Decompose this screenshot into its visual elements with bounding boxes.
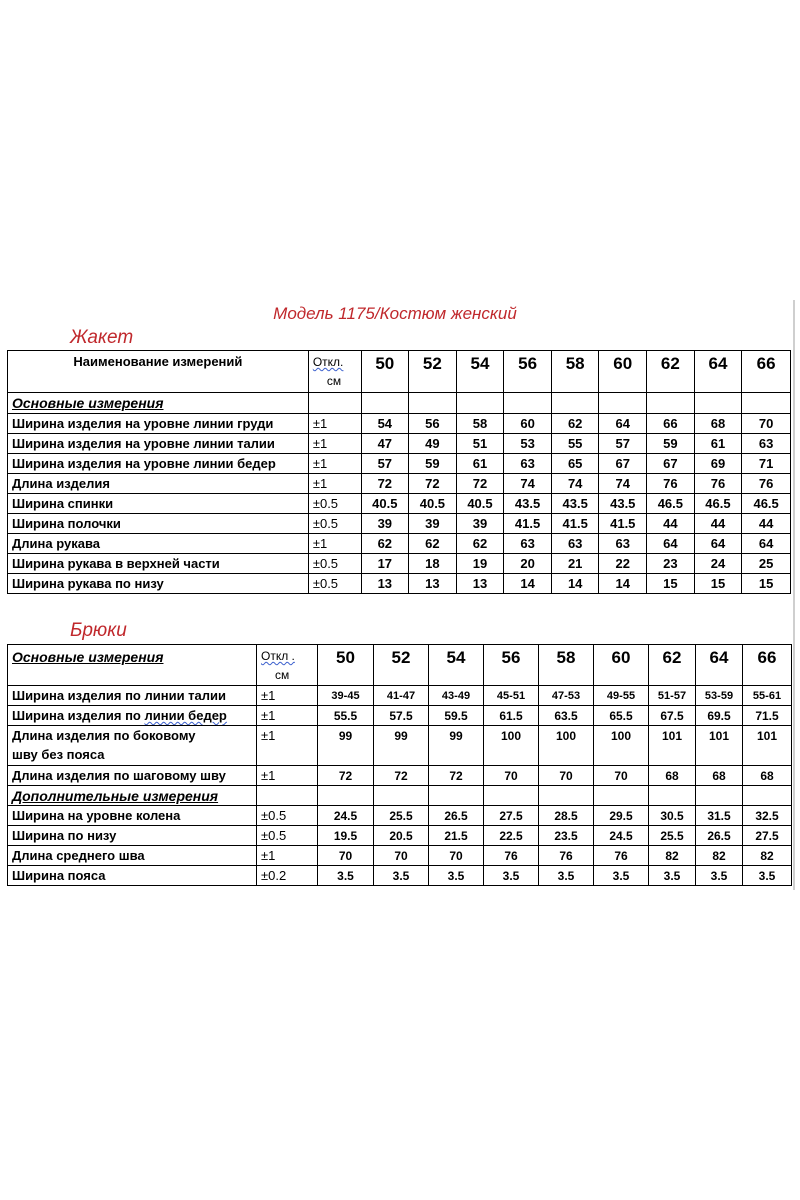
size-header: 66 <box>743 645 792 686</box>
row-value: 41.5 <box>599 514 647 534</box>
row-value: 59 <box>409 454 457 474</box>
row-tolerance: ±1 <box>308 474 361 494</box>
row-name: Ширина изделия по линии бедер <box>8 706 257 726</box>
row-name: Длина изделия <box>8 474 309 494</box>
row-value: 45-51 <box>484 686 539 706</box>
row-value: 64 <box>742 534 791 554</box>
row-value: 51-57 <box>649 686 696 706</box>
trousers-row-waist <box>8 686 792 706</box>
row-value: 43-49 <box>429 686 484 706</box>
row-value: 32.5 <box>743 806 792 826</box>
row-value: 68 <box>694 414 742 434</box>
table-row <box>8 414 791 434</box>
row-value: 82 <box>649 846 696 866</box>
row-value: 47 <box>361 434 409 454</box>
row-value: 70 <box>318 846 374 866</box>
row-tolerance: ±1 <box>257 846 318 866</box>
row-value: 64 <box>599 414 647 434</box>
row-value: 24.5 <box>318 806 374 826</box>
row-name: Ширина рукава по низу <box>8 574 309 594</box>
row-name: Ширина изделия на уровне линии груди <box>8 414 309 434</box>
size-header: 56 <box>484 645 539 686</box>
row-tolerance: ±1 <box>308 414 361 434</box>
row-value: 72 <box>318 766 374 786</box>
row-name: Ширина пояса <box>8 866 257 886</box>
row-value: 21 <box>551 554 599 574</box>
section-main-measurements: Основные измерения <box>8 393 309 414</box>
row-value: 100 <box>594 726 649 766</box>
row-value: 58 <box>456 414 504 434</box>
row-value: 63.5 <box>539 706 594 726</box>
row-value: 74 <box>504 474 552 494</box>
row-value: 26.5 <box>696 826 743 846</box>
row-value: 13 <box>361 574 409 594</box>
row-value: 46.5 <box>742 494 791 514</box>
row-value: 55-61 <box>743 686 792 706</box>
row-value: 67 <box>647 454 695 474</box>
row-tolerance: ±0.5 <box>308 574 361 594</box>
size-header: 60 <box>594 645 649 686</box>
row-value: 62 <box>361 534 409 554</box>
row-value: 3.5 <box>743 866 792 886</box>
row-value: 65.5 <box>594 706 649 726</box>
row-value: 74 <box>551 474 599 494</box>
table-row <box>8 494 791 514</box>
row-value: 101 <box>743 726 792 766</box>
row-value: 76 <box>539 846 594 866</box>
row-value: 55.5 <box>318 706 374 726</box>
trousers-section-label: Брюки <box>70 620 127 641</box>
row-tolerance: ±0.5 <box>257 826 318 846</box>
row-value: 3.5 <box>594 866 649 886</box>
row-value: 31.5 <box>696 806 743 826</box>
row-value: 76 <box>484 846 539 866</box>
size-header: 58 <box>539 645 594 686</box>
size-header: 52 <box>409 351 457 393</box>
row-value: 53 <box>504 434 552 454</box>
row-value: 3.5 <box>484 866 539 886</box>
row-value: 44 <box>694 514 742 534</box>
row-value: 70 <box>539 766 594 786</box>
row-tolerance: ±1 <box>257 766 318 786</box>
size-header: 64 <box>694 351 742 393</box>
section-extra-measurements: Дополнительные измерения <box>8 786 257 806</box>
row-value: 99 <box>374 726 429 766</box>
row-value: 22.5 <box>484 826 539 846</box>
row-value: 3.5 <box>539 866 594 886</box>
size-header: 66 <box>742 351 791 393</box>
row-value: 41-47 <box>374 686 429 706</box>
row-value: 55 <box>551 434 599 454</box>
page-title: Модель 1175/Костюм женский <box>273 304 517 323</box>
row-value: 43.5 <box>504 494 552 514</box>
row-value: 39 <box>456 514 504 534</box>
jacket-section-row <box>8 393 791 414</box>
row-value: 62 <box>409 534 457 554</box>
row-value: 29.5 <box>594 806 649 826</box>
row-name: Длина рукава <box>8 534 309 554</box>
row-value: 25.5 <box>649 826 696 846</box>
row-value: 67 <box>599 454 647 474</box>
row-tolerance: ±0.5 <box>308 554 361 574</box>
size-header: 50 <box>318 645 374 686</box>
size-header: 62 <box>647 351 695 393</box>
row-value: 101 <box>696 726 743 766</box>
jacket-header-row <box>8 351 791 393</box>
row-name: Ширина изделия на уровне линии бедер <box>8 454 309 474</box>
row-value: 46.5 <box>694 494 742 514</box>
row-name: Длина среднего шва <box>8 846 257 866</box>
row-value: 21.5 <box>429 826 484 846</box>
row-value: 3.5 <box>696 866 743 886</box>
row-value: 71.5 <box>743 706 792 726</box>
row-value: 53-59 <box>696 686 743 706</box>
row-value: 61 <box>694 434 742 454</box>
row-value: 47-53 <box>539 686 594 706</box>
row-value: 61 <box>456 454 504 474</box>
row-value: 70 <box>374 846 429 866</box>
row-value: 15 <box>694 574 742 594</box>
row-value: 100 <box>539 726 594 766</box>
row-value: 41.5 <box>504 514 552 534</box>
header-measurement-name: Наименование измерений <box>8 351 309 393</box>
row-value: 76 <box>742 474 791 494</box>
row-value: 14 <box>551 574 599 594</box>
size-header: 54 <box>456 351 504 393</box>
row-value: 63 <box>504 454 552 474</box>
trousers-extra-section-row <box>8 786 792 806</box>
row-name: Ширина по низу <box>8 826 257 846</box>
row-value: 72 <box>409 474 457 494</box>
trousers-row-side-seam <box>8 726 792 766</box>
row-name: Ширина на уровне колена <box>8 806 257 826</box>
row-value: 40.5 <box>361 494 409 514</box>
row-value: 14 <box>599 574 647 594</box>
table-row <box>8 454 791 474</box>
trousers-table <box>7 644 792 886</box>
row-value: 57 <box>361 454 409 474</box>
row-value: 99 <box>318 726 374 766</box>
trousers-header-row <box>8 645 792 686</box>
jacket-section-label: Жакет <box>70 327 134 348</box>
row-value: 3.5 <box>429 866 484 886</box>
row-value: 41.5 <box>551 514 599 534</box>
row-value: 23.5 <box>539 826 594 846</box>
row-tolerance: ±1 <box>257 706 318 726</box>
row-value: 24 <box>694 554 742 574</box>
row-value: 3.5 <box>318 866 374 886</box>
row-tolerance: ±0.5 <box>257 806 318 826</box>
size-header: 50 <box>361 351 409 393</box>
row-value: 68 <box>696 766 743 786</box>
row-name: Длина изделия по шаговому шву <box>8 766 257 786</box>
header-tolerance: Откл. см <box>308 351 361 393</box>
row-value: 19.5 <box>318 826 374 846</box>
row-tolerance: ±0.2 <box>257 866 318 886</box>
row-value: 15 <box>647 574 695 594</box>
row-value: 66 <box>647 414 695 434</box>
size-header: 54 <box>429 645 484 686</box>
row-value: 51 <box>456 434 504 454</box>
row-value: 26.5 <box>429 806 484 826</box>
row-value: 43.5 <box>551 494 599 514</box>
trousers-row-hips <box>8 706 792 726</box>
row-name: Ширина полочки <box>8 514 309 534</box>
row-value: 72 <box>429 766 484 786</box>
row-value: 30.5 <box>649 806 696 826</box>
table-row <box>8 846 792 866</box>
row-value: 68 <box>743 766 792 786</box>
row-value: 76 <box>694 474 742 494</box>
table-row <box>8 434 791 454</box>
row-value: 25 <box>742 554 791 574</box>
row-value: 70 <box>429 846 484 866</box>
row-value: 43.5 <box>599 494 647 514</box>
row-value: 63 <box>504 534 552 554</box>
row-value: 72 <box>374 766 429 786</box>
row-value: 13 <box>456 574 504 594</box>
row-value: 59 <box>647 434 695 454</box>
row-value: 74 <box>599 474 647 494</box>
row-value: 100 <box>484 726 539 766</box>
table-row <box>8 514 791 534</box>
row-value: 60 <box>504 414 552 434</box>
row-value: 49-55 <box>594 686 649 706</box>
row-value: 101 <box>649 726 696 766</box>
row-value: 63 <box>742 434 791 454</box>
row-name: Ширина изделия по линии талии <box>8 686 257 706</box>
row-value: 69 <box>694 454 742 474</box>
jacket-table <box>7 350 791 594</box>
table-row <box>8 806 792 826</box>
row-value: 20 <box>504 554 552 574</box>
row-value: 44 <box>742 514 791 534</box>
row-value: 28.5 <box>539 806 594 826</box>
row-value: 62 <box>456 534 504 554</box>
size-header: 64 <box>696 645 743 686</box>
row-tolerance: ±1 <box>257 686 318 706</box>
row-value: 27.5 <box>484 806 539 826</box>
row-name: Ширина рукава в верхней части <box>8 554 309 574</box>
table-row <box>8 534 791 554</box>
row-tolerance: ±1 <box>257 726 318 766</box>
row-value: 70 <box>484 766 539 786</box>
row-value: 67.5 <box>649 706 696 726</box>
row-value: 71 <box>742 454 791 474</box>
row-tolerance: ±0.5 <box>308 514 361 534</box>
row-value: 61.5 <box>484 706 539 726</box>
table-row <box>8 554 791 574</box>
row-value: 15 <box>742 574 791 594</box>
row-value: 25.5 <box>374 806 429 826</box>
row-value: 70 <box>594 766 649 786</box>
size-header: 56 <box>504 351 552 393</box>
size-header: 58 <box>551 351 599 393</box>
row-value: 18 <box>409 554 457 574</box>
row-value: 23 <box>647 554 695 574</box>
row-value: 68 <box>649 766 696 786</box>
row-value: 39-45 <box>318 686 374 706</box>
table-row <box>8 866 792 886</box>
row-value: 63 <box>551 534 599 554</box>
row-value: 72 <box>456 474 504 494</box>
row-name: Длина изделия по боковому шву без пояса <box>8 726 257 766</box>
row-value: 3.5 <box>374 866 429 886</box>
row-value: 64 <box>647 534 695 554</box>
row-value: 99 <box>429 726 484 766</box>
row-value: 54 <box>361 414 409 434</box>
row-value: 62 <box>551 414 599 434</box>
size-header: 60 <box>599 351 647 393</box>
trousers-extra-rows <box>8 806 792 886</box>
row-value: 39 <box>361 514 409 534</box>
row-value: 76 <box>647 474 695 494</box>
row-value: 72 <box>361 474 409 494</box>
table-row <box>8 574 791 594</box>
page-edge-shadow <box>793 300 795 890</box>
row-value: 46.5 <box>647 494 695 514</box>
row-value: 82 <box>696 846 743 866</box>
table-row <box>8 826 792 846</box>
row-value: 63 <box>599 534 647 554</box>
row-value: 39 <box>409 514 457 534</box>
row-value: 19 <box>456 554 504 574</box>
header-tolerance: Откл . см <box>257 645 318 686</box>
row-name: Ширина изделия на уровне линии талии <box>8 434 309 454</box>
row-value: 22 <box>599 554 647 574</box>
row-value: 65 <box>551 454 599 474</box>
row-value: 64 <box>694 534 742 554</box>
row-value: 59.5 <box>429 706 484 726</box>
row-tolerance: ±1 <box>308 534 361 554</box>
row-value: 44 <box>647 514 695 534</box>
row-value: 82 <box>743 846 792 866</box>
row-value: 13 <box>409 574 457 594</box>
row-value: 27.5 <box>743 826 792 846</box>
row-value: 76 <box>594 846 649 866</box>
row-tolerance: ±1 <box>308 454 361 474</box>
section-main-measurements: Основные измерения <box>8 645 257 686</box>
row-value: 40.5 <box>456 494 504 514</box>
row-value: 17 <box>361 554 409 574</box>
row-value: 49 <box>409 434 457 454</box>
row-value: 57.5 <box>374 706 429 726</box>
row-value: 70 <box>742 414 791 434</box>
row-value: 24.5 <box>594 826 649 846</box>
row-value: 69.5 <box>696 706 743 726</box>
trousers-row-inseam <box>8 766 792 786</box>
row-name: Ширина спинки <box>8 494 309 514</box>
row-value: 20.5 <box>374 826 429 846</box>
jacket-rows <box>8 414 791 594</box>
size-header: 52 <box>374 645 429 686</box>
row-tolerance: ±0.5 <box>308 494 361 514</box>
size-header: 62 <box>649 645 696 686</box>
row-value: 56 <box>409 414 457 434</box>
row-value: 40.5 <box>409 494 457 514</box>
row-value: 14 <box>504 574 552 594</box>
row-value: 3.5 <box>649 866 696 886</box>
row-tolerance: ±1 <box>308 434 361 454</box>
table-row <box>8 474 791 494</box>
row-value: 57 <box>599 434 647 454</box>
